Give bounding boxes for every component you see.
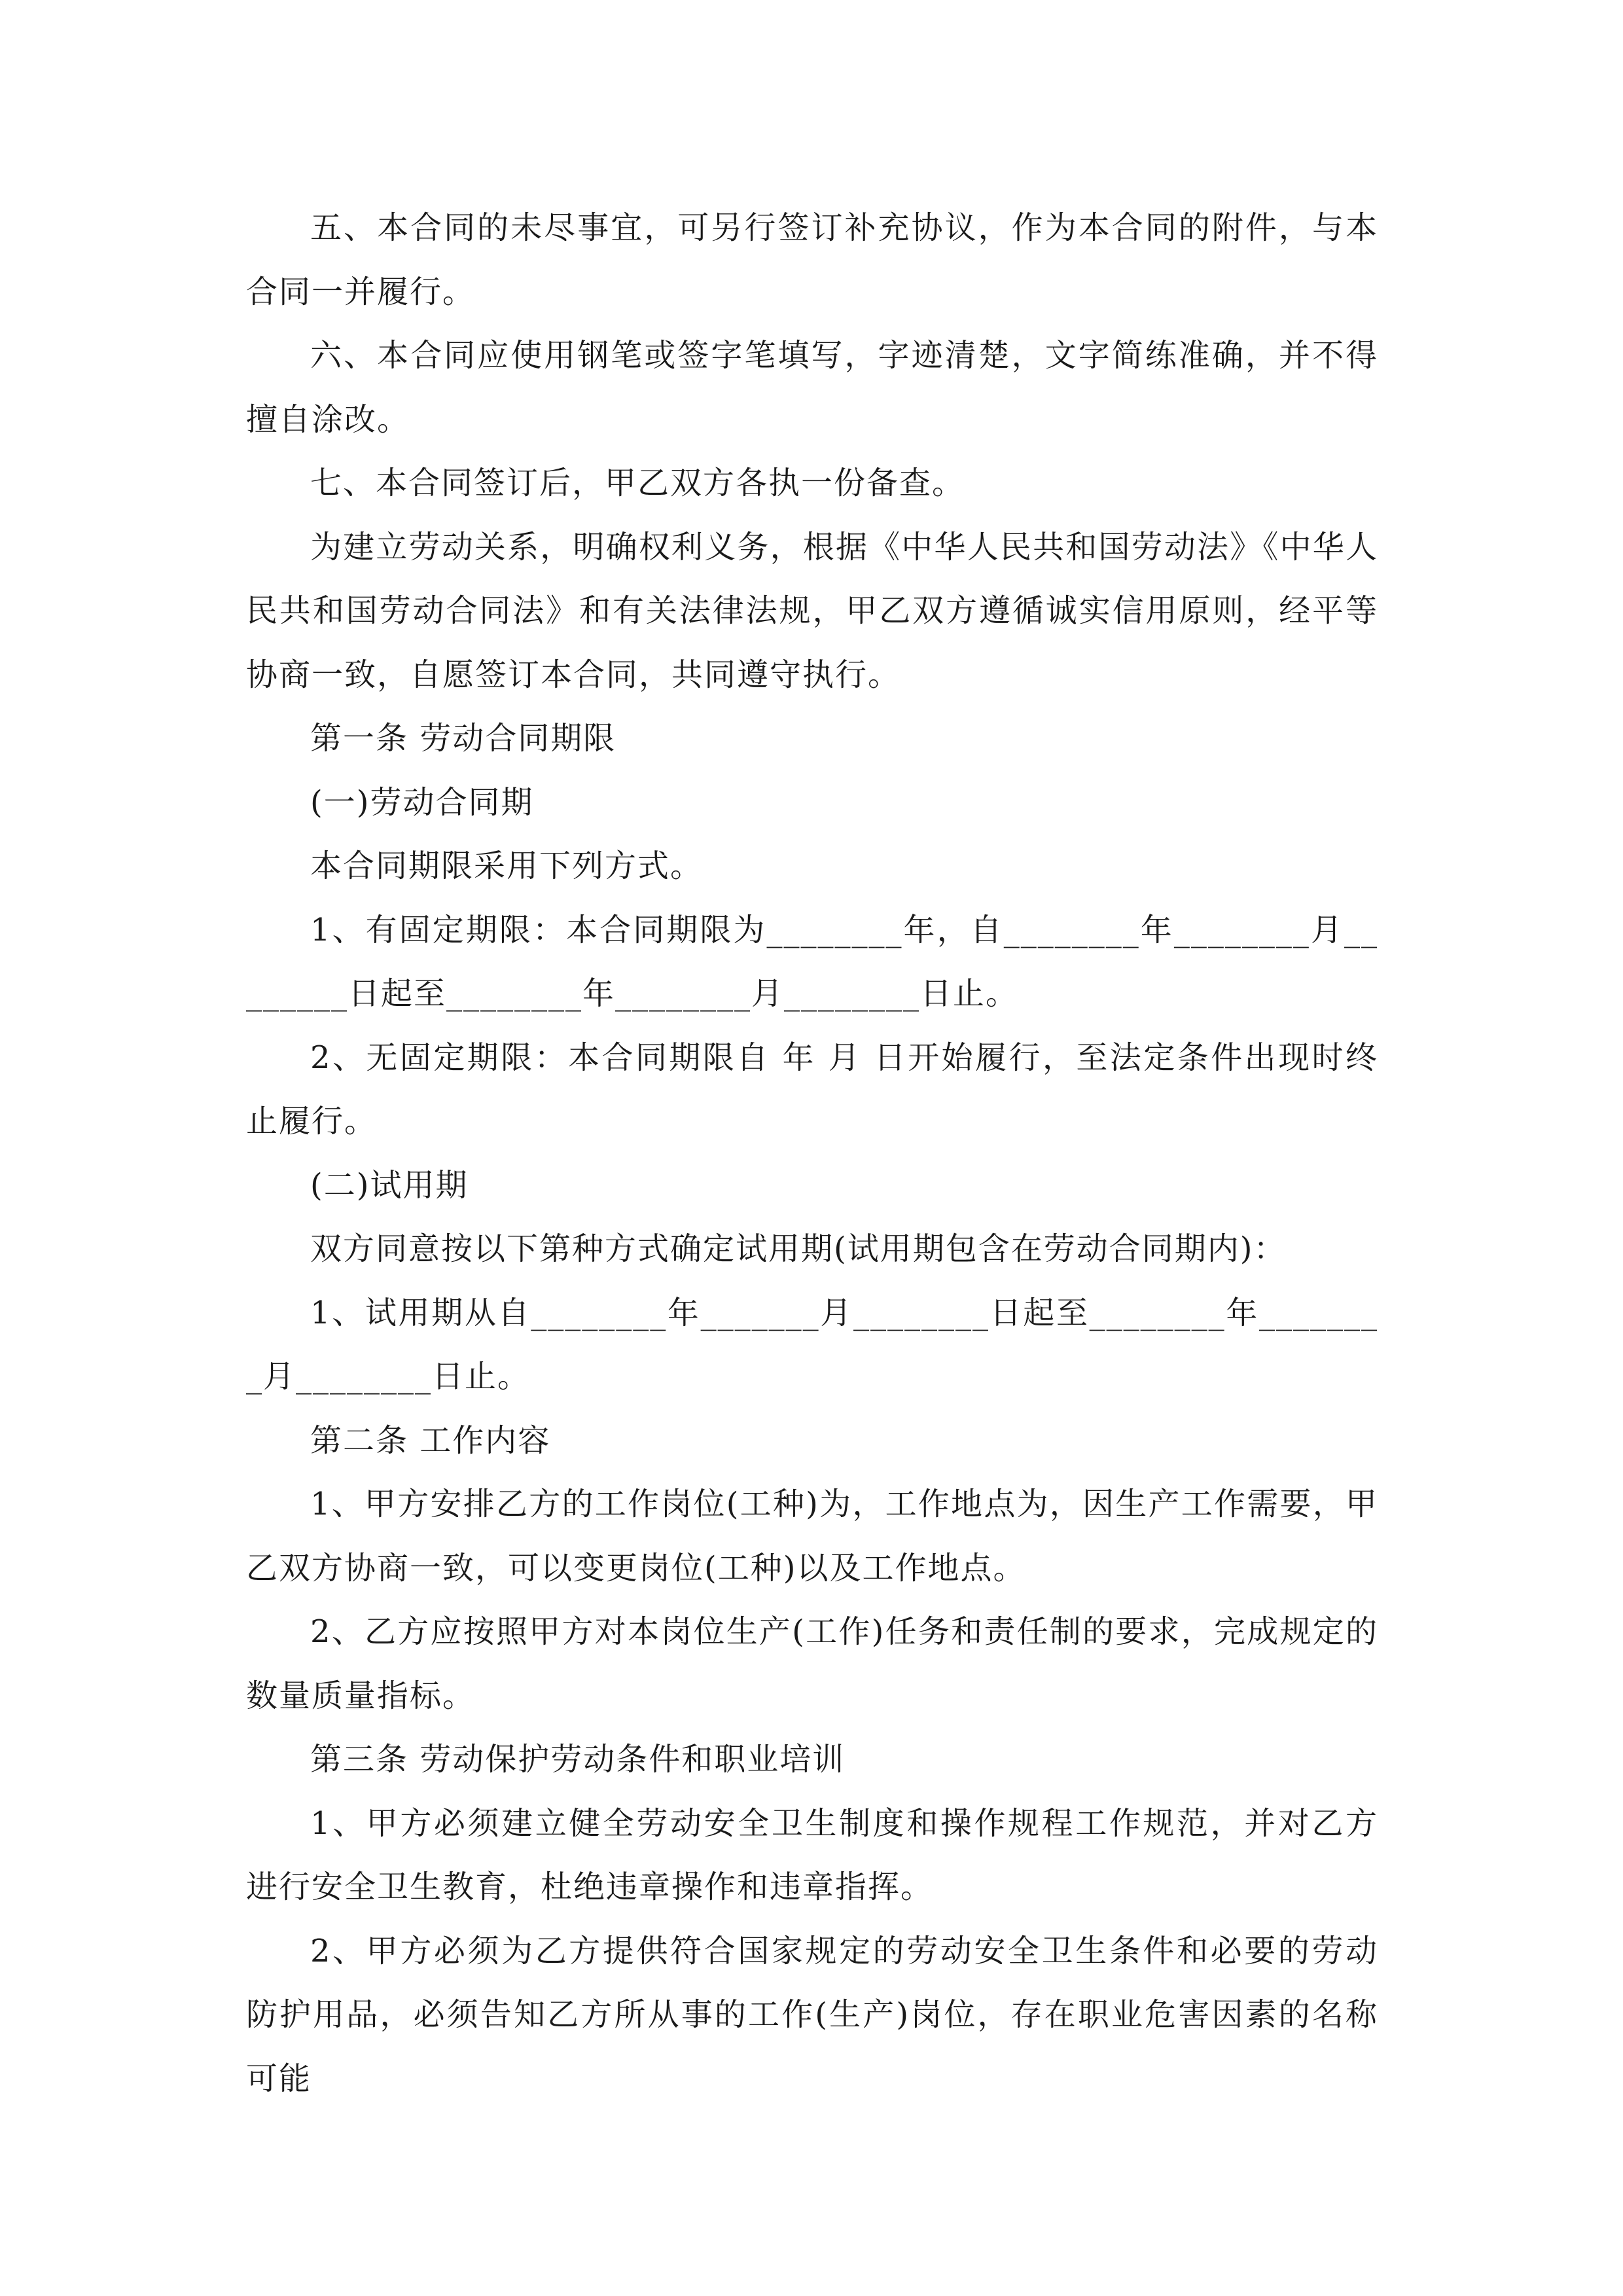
work-quota-clause: 2、乙方应按照甲方对本岗位生产(工作)任务和责任制的要求，完成规定的数量质量指标。 bbox=[246, 1613, 1378, 1714]
term-method-intro: 本合同期限采用下列方式。 bbox=[310, 848, 704, 884]
clause-5-supplement: 五、本合同的未尽事宜，可另行签订补充协议，作为本合同的附件，与本合同一并履行。 bbox=[246, 209, 1378, 310]
work-post-clause: 1、甲方安排乙方的工作岗位(工种)为，工作地点为，因生产工作需要，甲乙双方协商一致，可以变更岗位(工种)以及工作地点。 bbox=[246, 1486, 1378, 1587]
clause-7-copies: 七、本合同签订后，甲乙双方各执一份备查。 bbox=[310, 465, 965, 501]
probation-period-clause: 1、试用期从自________年_______月________日起至________年________月________日止。 bbox=[246, 1294, 1378, 1395]
preamble-paragraph: 为建立劳动关系，明确权利义务，根据《中华人民共和国劳动法》《中华人民共和国劳动合同法》和有关法律法规，甲乙双方遵循诚实信用原则，经平等协商一致，自愿签订本合同，共同遵守执行。 bbox=[246, 528, 1378, 693]
probation-intro: 双方同意按以下第种方式确定试用期(试用期包含在劳动合同期内)： bbox=[310, 1230, 1287, 1267]
clause-6-filling: 六、本合同应使用钢笔或签字笔填写，字迹清楚，文字简练准确，并不得擅自涂改。 bbox=[246, 337, 1378, 438]
protective-equipment-clause: 2、甲方必须为乙方提供符合国家规定的劳动安全卫生条件和必要的劳动防护用品，必须告知乙方所从事的工作(生产)岗位，存在职业危害因素的名称可能 bbox=[246, 1932, 1378, 2097]
document-body bbox=[246, 196, 1378, 2111]
section-probation-heading: (二)试用期 bbox=[310, 1166, 469, 1204]
fixed-term-clause: 1、有固定期限：本合同期限为________年，自________年________月________日起至________年________月________日止。 bbox=[246, 911, 1378, 1012]
safety-system-clause: 1、甲方必须建立健全劳动安全卫生制度和操作规程工作规范，并对乙方进行安全卫生教育，杜绝违章操作和违章指挥。 bbox=[246, 1804, 1378, 1905]
article-1-heading: 第一条 劳动合同期限 bbox=[310, 720, 616, 757]
article-3-heading: 第三条 劳动保护劳动条件和职业培训 bbox=[310, 1741, 846, 1778]
article-2-heading: 第二条 工作内容 bbox=[310, 1422, 551, 1459]
open-term-clause: 2、无固定期限：本合同期限自 年 月 日开始履行，至法定条件出现时终止履行。 bbox=[246, 1039, 1378, 1139]
section-contract-term-heading: (一)劳动合同期 bbox=[310, 783, 534, 821]
